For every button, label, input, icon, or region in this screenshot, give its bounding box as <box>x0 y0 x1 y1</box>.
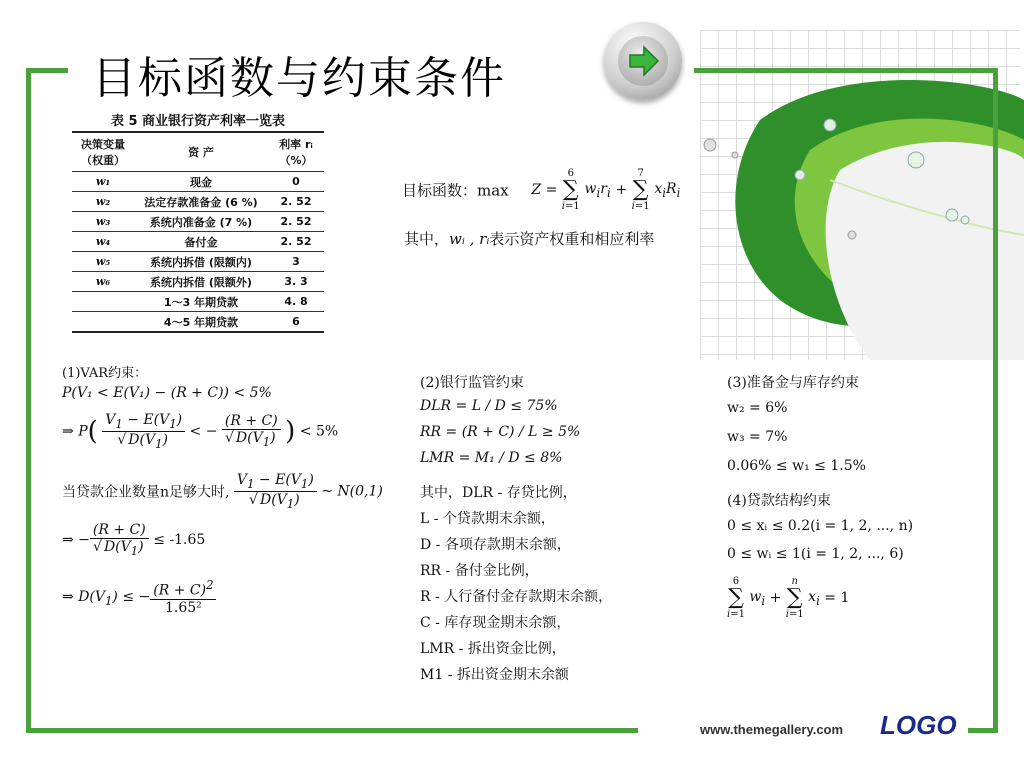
note-suffix: 表示资产权重和相应利率 <box>489 230 655 248</box>
cell-asset: 现金 <box>134 172 268 192</box>
table-row <box>72 252 324 272</box>
var-step3: ≤ -1.65 <box>153 531 206 548</box>
loan-equation: 0 ≤ wᵢ ≤ 1(i = 1, 2, ..., 6) <box>727 546 904 562</box>
note-prefix: 其中， <box>404 230 450 248</box>
header-var: 决策变量 （权重） <box>72 132 134 172</box>
reserve-equation: w₃ = 7% <box>727 429 788 445</box>
loan-heading: (4)贷款结构约束 <box>727 493 831 509</box>
frame-left <box>26 68 31 733</box>
bank-definition: D - 各项存款期末余额， <box>420 537 571 553</box>
var-eq4: ⇒ $D(V_1)$ ≤ − $\frac{(R + C)^2}{\text{1.65²}}$ <box>62 578 216 616</box>
frame-bottom <box>26 728 638 733</box>
note-vars: wᵢ , rᵢ <box>449 230 490 248</box>
right-arrow-icon <box>618 36 668 86</box>
table-header-row <box>72 132 324 172</box>
footer-url[interactable]: www.themegallery.com <box>700 722 844 737</box>
cell-rate: 3 <box>268 252 324 272</box>
leaf-illustration <box>690 60 1024 360</box>
cell-asset: 4～5 年期贷款 <box>134 312 268 333</box>
objective-label: 目标函数：max <box>402 181 509 200</box>
objective-note <box>404 228 654 249</box>
reserve-equation: w₂ = 6% <box>727 400 788 416</box>
table-row <box>72 212 324 232</box>
cell-var: w₄ <box>72 232 134 252</box>
cell-rate: 6 <box>268 312 324 333</box>
cell-var: w₆ <box>72 272 134 292</box>
bank-definition: C - 库存现金期末余额， <box>420 615 571 631</box>
page-title: 目标函数与约束条件 <box>92 53 506 104</box>
cell-rate: 4. 8 <box>268 292 324 312</box>
var-dist: ~ N(0,1) <box>321 483 383 500</box>
cell-asset: 系统内拆借 (限额内) <box>134 252 268 272</box>
cell-rate: 2. 52 <box>268 192 324 212</box>
loan-sum-rhs: = 1 <box>824 590 850 606</box>
table-row <box>72 172 324 192</box>
cell-var <box>72 312 134 333</box>
table-row <box>72 232 324 252</box>
bank-definition: 其中，DLR - 存贷比例， <box>420 485 577 501</box>
var-eq3: ⇒ − $\frac{(R + C)}{√ D(V_1)}$ ≤ -1.65 <box>62 522 206 558</box>
cell-asset: 系统内拆借 (限额外) <box>134 272 268 292</box>
var-heading: (1)VAR约束： <box>62 366 148 381</box>
cell-var: w₁ <box>72 172 134 192</box>
table-row <box>72 292 324 312</box>
reserve-equation: 0.06% ≤ w₁ ≤ 1.5% <box>727 458 866 474</box>
frame-right <box>993 68 998 733</box>
bank-equation: DLR = L / D ≤ 75% <box>420 398 558 414</box>
bank-equation: RR = (R + C) / L ≥ 5% <box>420 424 581 440</box>
cell-asset: 法定存款准备金 (6 %) <box>134 192 268 212</box>
table-row <box>72 272 324 292</box>
loan-sum-eq: 6 ∑ i=1 $w_i + n$ ∑ i=1 $x_i = 1$ <box>727 576 850 620</box>
logo: LOGO <box>880 710 957 740</box>
table-row <box>72 192 324 212</box>
cell-var: w₂ <box>72 192 134 212</box>
cell-asset: 系统内准备金 (7 %) <box>134 212 268 232</box>
table-row <box>72 312 324 333</box>
frame-bottom-right <box>968 728 998 733</box>
var-condition: 当贷款企业数量n足够大时, $\frac{V_1 - E(V_1)}{√ D(V_1)}$ ~ N(0,1) <box>62 472 383 511</box>
cell-var: w₅ <box>72 252 134 272</box>
header-asset: 资 产 <box>134 132 268 172</box>
var-step4-den: 1.65² <box>164 599 202 616</box>
bank-equation: LMR = M₁ / D ≤ 8% <box>420 450 563 466</box>
cell-var: w₃ <box>72 212 134 232</box>
bank-definition: RR - 备付金比例， <box>420 563 539 579</box>
cell-asset: 备付金 <box>134 232 268 252</box>
bank-definition: R - 人行备付金存款期末余额， <box>420 589 613 605</box>
cell-rate: 3. 3 <box>268 272 324 292</box>
bank-heading: (2)银行监管约束 <box>420 375 524 391</box>
cell-rate: 2. 52 <box>268 232 324 252</box>
header-rate: 利率 rᵢ （%） <box>268 132 324 172</box>
next-button[interactable] <box>604 22 682 100</box>
asset-rate-table <box>72 131 324 333</box>
loan-equation: 0 ≤ xᵢ ≤ 0.2(i = 1, 2, ..., n) <box>727 518 914 534</box>
frame-top-left <box>26 68 68 73</box>
objective-function: 目标函数：max Z = 6 ∑ i=1 $w_ir_i + 7$ ∑ i=1 $x_iR_i$ <box>402 168 681 212</box>
cell-rate: 0 <box>268 172 324 192</box>
cell-var <box>72 292 134 312</box>
bank-definition: L - 个贷款期末余额， <box>420 511 555 527</box>
bank-definition: M1 - 拆出资金期末余额 <box>420 667 569 683</box>
reserve-heading: (3)准备金与库存约束 <box>727 375 859 391</box>
var-eq2: ⇒ P( $\frac{V_1 - E(V_1)}{√ D(V_1)}$ < − $\frac{(R + C)}{√ D(V_1)}$ ) < 5% <box>62 412 339 451</box>
var-condition-text: 当贷款企业数量n足够大时, <box>62 484 230 501</box>
frame-top-right <box>694 68 998 73</box>
var-eq1: P(V₁ < E(V₁) − (R + C)) < 5% <box>62 385 272 401</box>
bank-definition: LMR - 拆出资金比例， <box>420 641 566 657</box>
cell-asset: 1～3 年期贷款 <box>134 292 268 312</box>
cell-rate: 2. 52 <box>268 212 324 232</box>
table-caption: 表 5 商业银行资产利率一览表 <box>110 114 286 129</box>
